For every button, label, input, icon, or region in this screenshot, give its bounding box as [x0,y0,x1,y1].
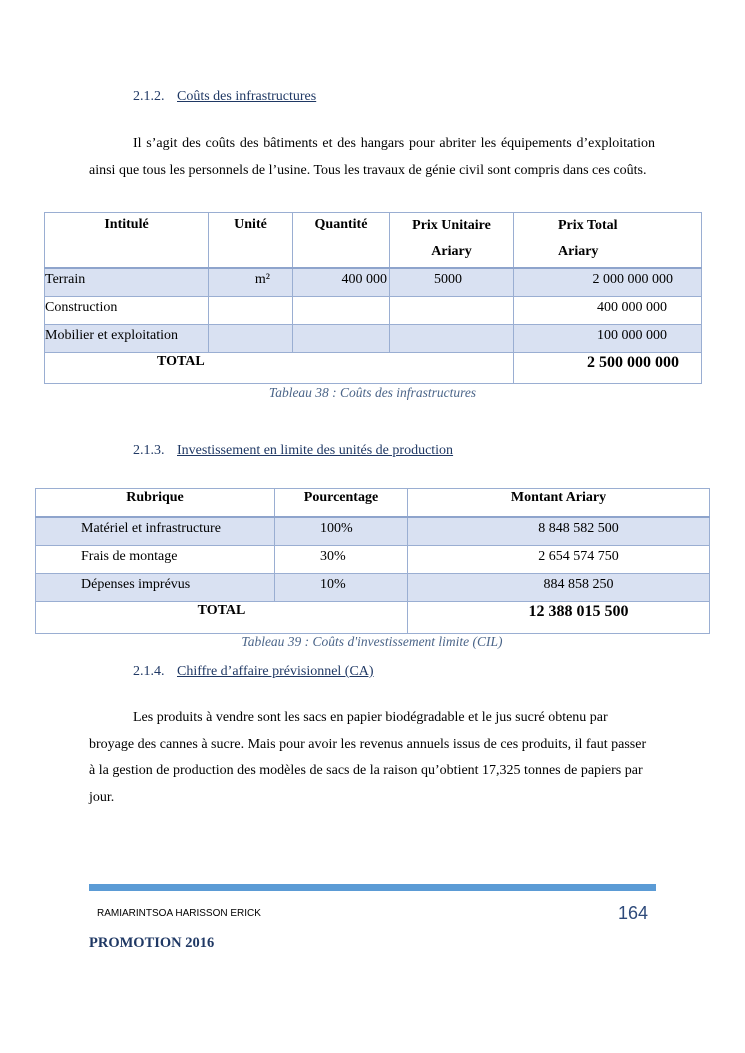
cell-montant: 2 654 574 750 [408,546,710,574]
header-unite: Unité [209,213,293,268]
cell-montant: 884 858 250 [408,574,710,602]
table-row [36,546,710,574]
table-row [45,325,702,353]
table-total-row [36,602,710,634]
cell-prix-total: 2 000 000 000 [514,268,702,297]
cell-prix-total: 400 000 000 [514,297,702,325]
footer-page-number: 164 [617,903,648,923]
total-label: TOTAL [36,602,408,634]
cell-prix-total: 100 000 000 [514,325,702,353]
section-title: Chiffre d’affaire prévisionnel (CA) [177,664,374,679]
section-heading-2-1-4 [133,664,374,680]
cell-prix-unitaire: 5000 [390,268,514,297]
header-prix-total [514,213,702,268]
cell-unite [209,325,293,353]
cell-intitule: Terrain [45,268,209,297]
cell-rubrique: Frais de montage [36,546,275,574]
footer-bar [89,884,656,891]
paragraph-infrastructure: Il s’agit des coûts des bâtiments et des hangars pour abriter les équipements d’exploitation ainsi que tous les personnels de l’usine. Tous les travaux de génie civil sont compris dans ces coûts. [89,136,655,178]
cell-quantite [293,325,390,353]
cell-unite [209,297,293,325]
cell-unite: m² [209,268,293,297]
header-rubrique: Rubrique [36,489,275,517]
cell-quantite [293,297,390,325]
section-number: 2.1.3. [133,443,165,458]
header-montant: Montant Ariary [408,489,710,517]
footer-author: RAMIARINTSOA HARISSON ERICK [97,908,261,919]
table-row [36,517,710,546]
total-value: 12 388 015 500 [408,602,710,634]
cell-pourcentage: 30% [275,546,408,574]
header-intitule: Intitulé [45,213,209,268]
cell-quantite: 400 000 [293,268,390,297]
header-pourcentage: Pourcentage [275,489,408,517]
table-row [45,268,702,297]
section-heading-2-1-3 [133,443,453,459]
paragraph-chiffre-affaire: Les produits à vendre sont les sacs en papier biodégradable et le jus sucré obtenu par broyage des cannes à sucre. Mais pour avoir les revenus annuels issus de ces produits, il faut passer à la gestion de production des modèles de sacs de la raison qu’obtient 17,325 tonnes de papiers par jour. [89,710,647,805]
section-number: 2.1.4. [133,664,165,679]
table-investment-limit [35,488,710,634]
total-label: TOTAL [45,353,514,384]
header-prix-total-label: Prix Total [558,218,618,233]
section-heading-2-1-2 [133,89,316,105]
cell-pourcentage: 100% [275,517,408,546]
table-caption-38: Tableau 38 : Coûts des infrastructures [268,385,477,400]
cell-pourcentage: 10% [275,574,408,602]
footer-promotion: PROMOTION 2016 [89,935,215,951]
cell-prix-unitaire [390,297,514,325]
total-value: 2 500 000 000 [514,353,702,384]
cell-rubrique: Dépenses imprévus [36,574,275,602]
section-number: 2.1.2. [133,89,165,104]
header-prix-unitaire-label: Prix Unitaire [412,218,491,233]
cell-intitule: Mobilier et exploitation [45,325,209,353]
cell-montant: 8 848 582 500 [408,517,710,546]
section-title: Coûts des infrastructures [177,89,317,104]
table-row [45,297,702,325]
table-row [36,574,710,602]
header-prix-unitaire-sub: Ariary [431,244,472,259]
header-prix-unitaire [390,213,514,268]
section-title: Investissement en limite des unités de production [177,443,454,458]
cell-rubrique: Matériel et infrastructure [36,517,275,546]
cell-intitule: Construction [45,297,209,325]
header-prix-total-sub: Ariary [558,244,599,259]
table-total-row [45,353,702,384]
table-caption-39: Tableau 39 : Coûts d'investissement limite (CIL) [241,634,503,649]
cell-prix-unitaire [390,325,514,353]
table-infrastructure-costs [44,212,702,384]
header-quantite: Quantité [293,213,390,268]
